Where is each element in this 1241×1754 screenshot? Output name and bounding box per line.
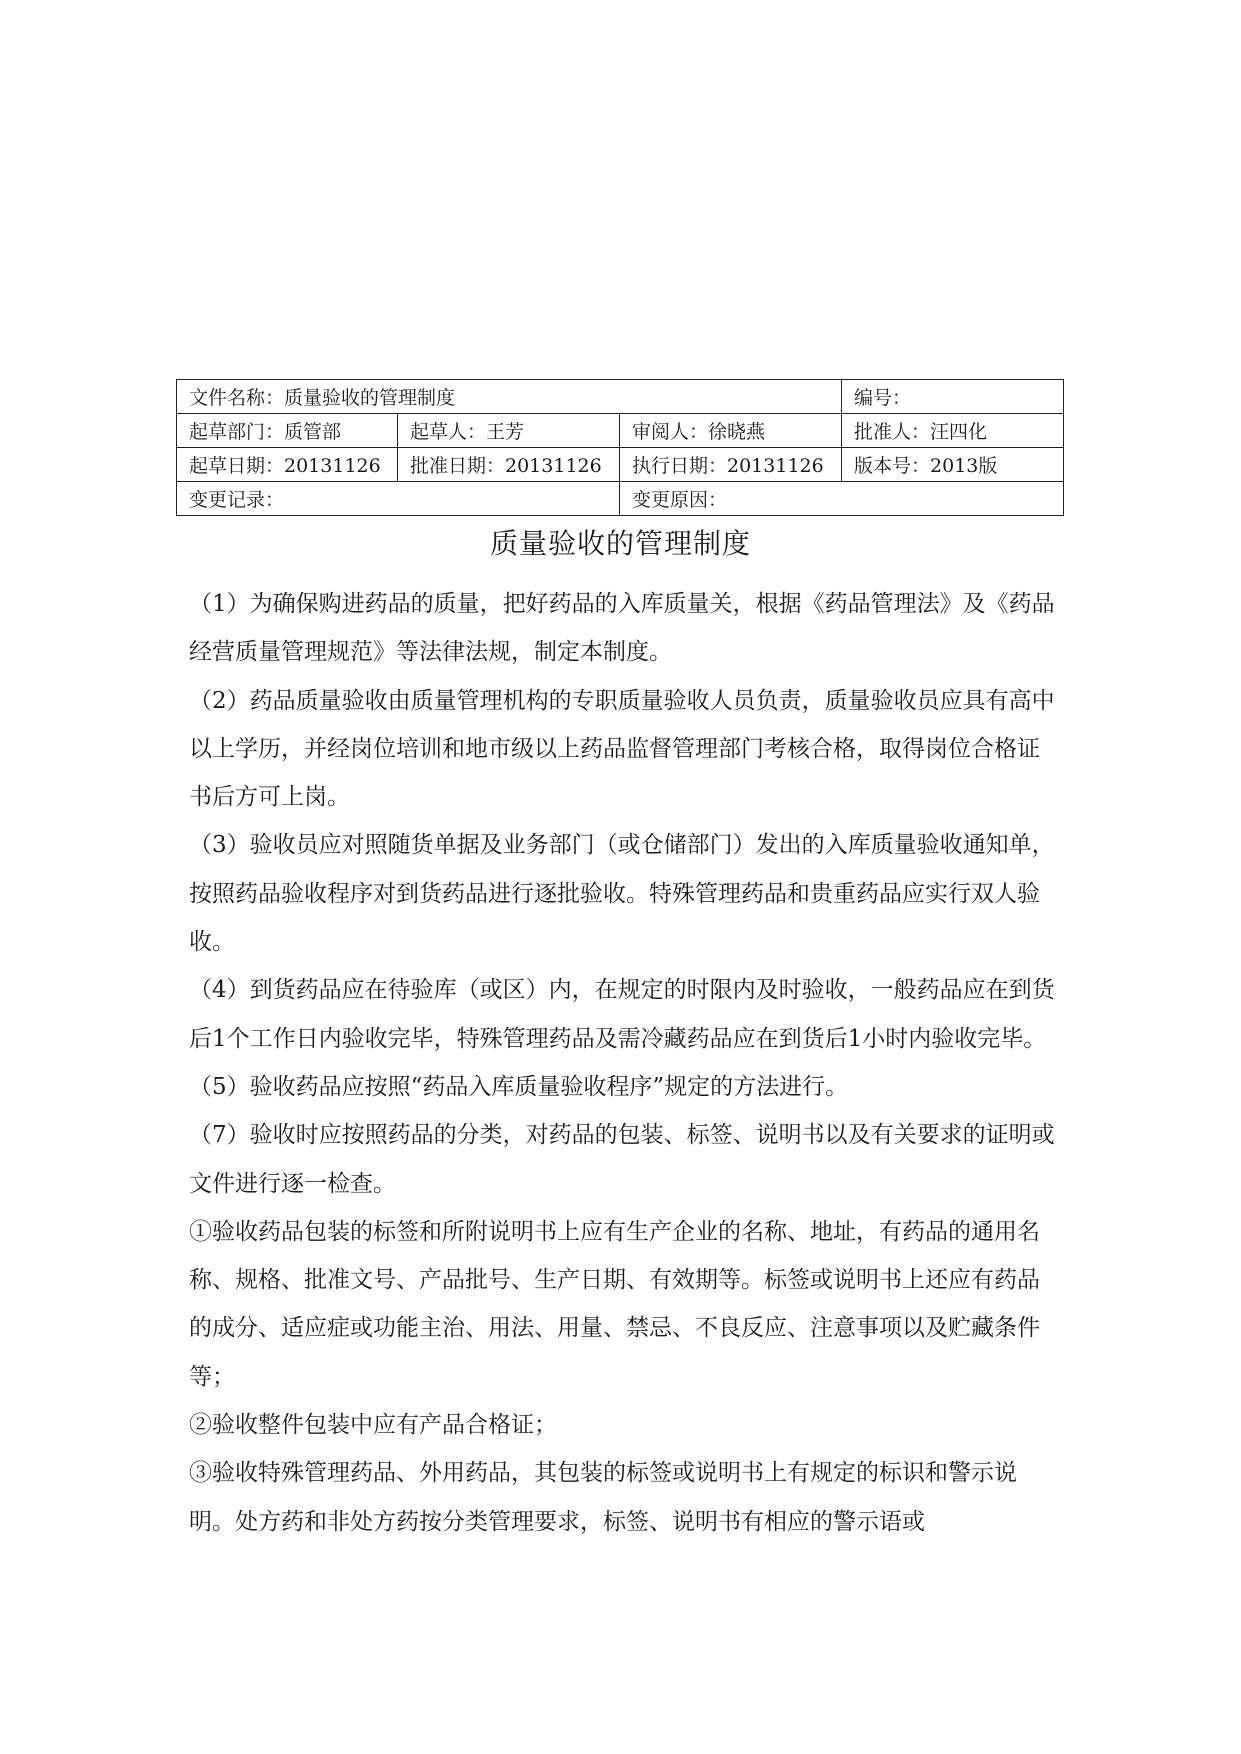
header-row-people bbox=[177, 414, 1064, 448]
header-row-title bbox=[177, 380, 1064, 414]
paragraph: （2）药品质量验收由质量管理机构的专职质量验收人员负责，质量验收员应具有高中以上学历，并经岗位培训和地市级以上药品监督管理部门考核合格，取得岗位合格证书后方可上岗。 bbox=[189, 687, 1055, 811]
doc-name-cell: 文件名称：质量验收的管理制度 bbox=[177, 380, 842, 414]
document-header-table bbox=[176, 379, 1064, 516]
exec-date-cell: 执行日期：20131126 bbox=[620, 448, 842, 482]
reviewer-cell: 审阅人：徐晓燕 bbox=[620, 414, 842, 448]
paragraph: ①验收药品包装的标签和所附说明书上应有生产企业的名称、地址，有药品的通用名称、规格、批准文号、产品批号、生产日期、有效期等。标签或说明书上还应有药品的成分、适应症或功能主治、用法、用量、禁忌、不良反应、注意事项以及贮藏条件等； bbox=[189, 1218, 1040, 1390]
paragraph: （3）验收员应对照随货单据及业务部门（或仓储部门）发出的入库质量验收通知单，按照药品验收程序对到货药品进行逐批验收。特殊管理药品和贵重药品应实行双人验收。 bbox=[189, 832, 1055, 956]
drafter-cell: 起草人：王芳 bbox=[398, 414, 620, 448]
change-reason-cell: 变更原因： bbox=[620, 482, 1064, 516]
paragraph: （7）验收时应按照药品的分类，对药品的包装、标签、说明书以及有关要求的证明或文件进行逐一检查。 bbox=[189, 1122, 1055, 1197]
approver-cell: 批准人：汪四化 bbox=[842, 414, 1064, 448]
document-body bbox=[189, 580, 1059, 1546]
doc-number-cell: 编号： bbox=[842, 380, 1064, 414]
paragraph: （5）验收药品应按照“药品入库质量验收程序”规定的方法进行。 bbox=[189, 1073, 849, 1100]
header-row-changes bbox=[177, 482, 1064, 516]
paragraph: （4）到货药品应在待验库（或区）内，在规定的时限内及时验收，一般药品应在到货后1个工作日内验收完毕，特殊管理药品及需冷藏药品应在到货后1小时内验收完毕。 bbox=[189, 977, 1055, 1052]
approve-date-cell: 批准日期：20131126 bbox=[398, 448, 620, 482]
change-record-cell: 变更记录： bbox=[177, 482, 620, 516]
header-row-dates bbox=[177, 448, 1064, 482]
paragraph: （1）为确保购进药品的质量，把好药品的入库质量关，根据《药品管理法》及《药品经营质量管理规范》等法律法规，制定本制度。 bbox=[189, 591, 1055, 666]
paragraph: ③验收特殊管理药品、外用药品，其包装的标签或说明书上有规定的标识和警示说明。处方药和非处方药按分类管理要求，标签、说明书有相应的警示语或 bbox=[189, 1460, 1017, 1535]
document-title: 质量验收的管理制度 bbox=[489, 527, 751, 560]
draft-date-cell: 起草日期：20131126 bbox=[177, 448, 398, 482]
paragraph: ②验收整件包装中应有产品合格证； bbox=[189, 1412, 557, 1439]
version-cell: 版本号：2013版 bbox=[842, 448, 1064, 482]
draft-dept-cell: 起草部门：质管部 bbox=[177, 414, 398, 448]
